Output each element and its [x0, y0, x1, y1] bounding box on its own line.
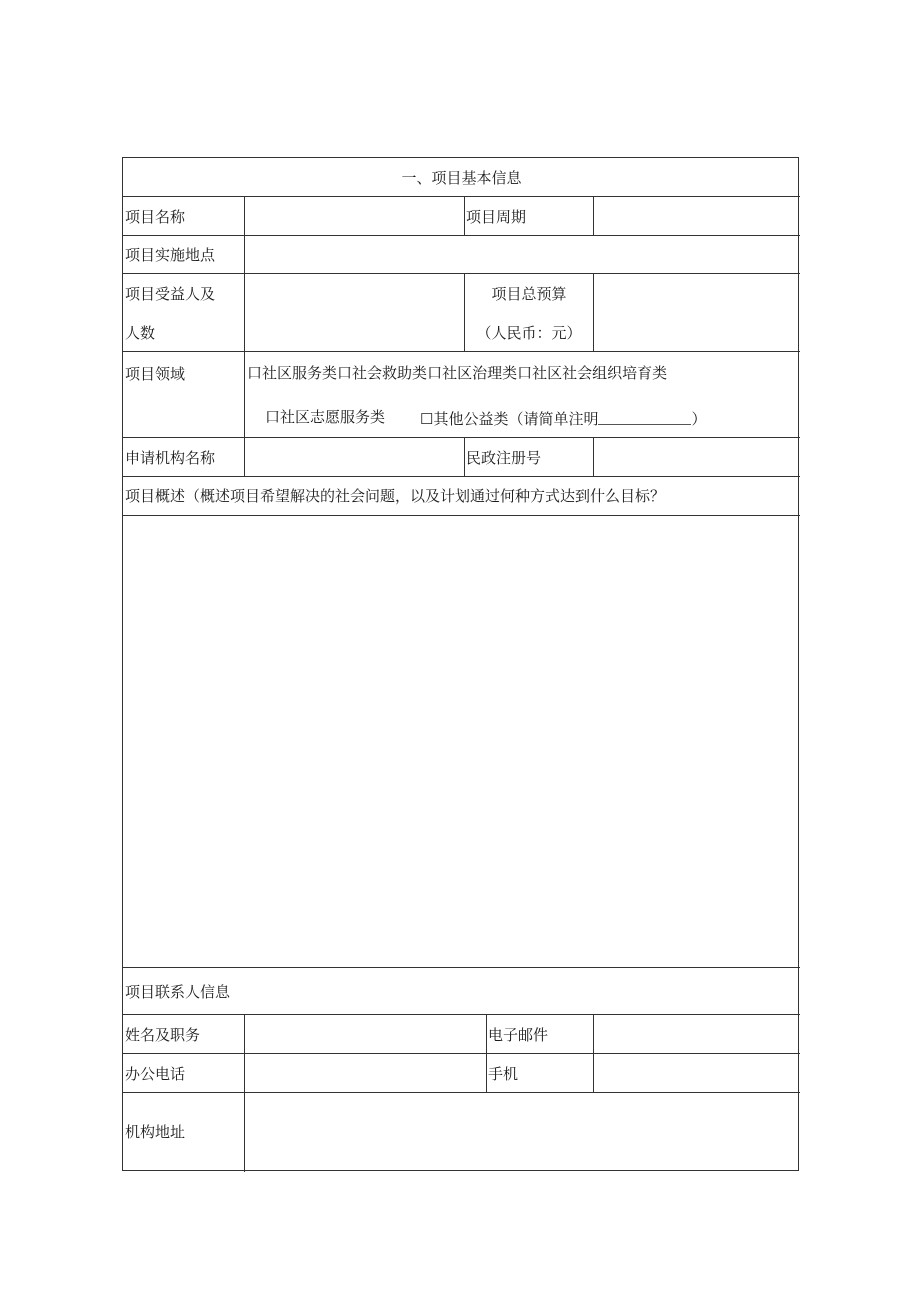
registration-field[interactable]	[594, 438, 799, 476]
project-period-label: 项目周期	[466, 208, 527, 226]
office-phone-label: 办公电话	[125, 1065, 186, 1083]
beneficiaries-label-line2: 人数	[125, 324, 156, 342]
column-divider	[464, 196, 465, 236]
section-title: 一、项目基本信息	[401, 169, 522, 187]
option-volunteer-service: 社区志愿服务类	[280, 408, 386, 426]
option-organization-cultivation: 社区社会组织培育类	[532, 364, 668, 382]
location-label: 项目实施地点	[125, 246, 216, 264]
registration-label: 民政注册号	[466, 449, 542, 467]
email-field[interactable]	[594, 1015, 799, 1053]
location-field[interactable]	[245, 236, 799, 273]
applicant-field[interactable]	[245, 438, 464, 476]
overview-label: 项目概述（概述项目希望解决的社会问题，以及计划通过何种方式达到什么目标？	[125, 487, 666, 505]
domain-options-line1	[247, 366, 667, 381]
column-divider	[486, 1014, 487, 1093]
address-field[interactable]	[245, 1093, 799, 1171]
project-period-field[interactable]	[594, 197, 799, 235]
project-name-label: 项目名称	[125, 208, 186, 226]
checkbox-icon[interactable]: 口	[517, 364, 533, 382]
checkbox-icon[interactable]: 口	[427, 364, 443, 382]
checkbox-icon[interactable]: 口	[247, 364, 263, 382]
row-divider	[123, 351, 800, 352]
mobile-label: 手机	[488, 1065, 519, 1083]
name-title-label: 姓名及职务	[125, 1026, 201, 1044]
application-form	[122, 157, 799, 1171]
address-label: 机构地址	[125, 1123, 186, 1141]
name-title-field[interactable]	[245, 1015, 486, 1053]
beneficiaries-label-line1: 项目受益人及	[125, 285, 216, 303]
column-divider	[464, 437, 465, 477]
beneficiaries-field[interactable]	[245, 274, 464, 351]
domain-label: 项目领域	[125, 365, 186, 383]
domain-options-line2	[265, 410, 385, 425]
overview-textarea[interactable]	[123, 516, 800, 967]
office-phone-field[interactable]	[245, 1054, 486, 1092]
budget-field[interactable]	[594, 274, 799, 351]
option-other-close: ）	[691, 410, 707, 428]
applicant-label: 申请机构名称	[125, 449, 216, 467]
option-community-service: 社区服务类	[262, 364, 338, 382]
email-label: 电子邮件	[488, 1026, 549, 1044]
domain-options-line2-other	[420, 410, 706, 427]
project-name-field[interactable]	[245, 197, 464, 235]
option-social-assistance: 社会救助类	[352, 364, 428, 382]
checkbox-icon[interactable]: ☐	[420, 410, 434, 428]
checkbox-icon[interactable]: 口	[337, 364, 353, 382]
option-other-public-welfare: 其他公益类（请简单注明	[433, 410, 599, 428]
budget-label-line2: （人民币：元）	[476, 324, 582, 342]
budget-label-line1: 项目总预算	[491, 285, 567, 303]
checkbox-icon[interactable]: 口	[265, 408, 281, 426]
row-divider	[123, 476, 800, 477]
contact-section-label: 项目联系人信息	[125, 983, 231, 1001]
mobile-field[interactable]	[594, 1054, 799, 1092]
other-specify-input[interactable]	[598, 410, 691, 425]
row-divider	[123, 967, 800, 968]
option-community-governance: 社区治理类	[442, 364, 518, 382]
